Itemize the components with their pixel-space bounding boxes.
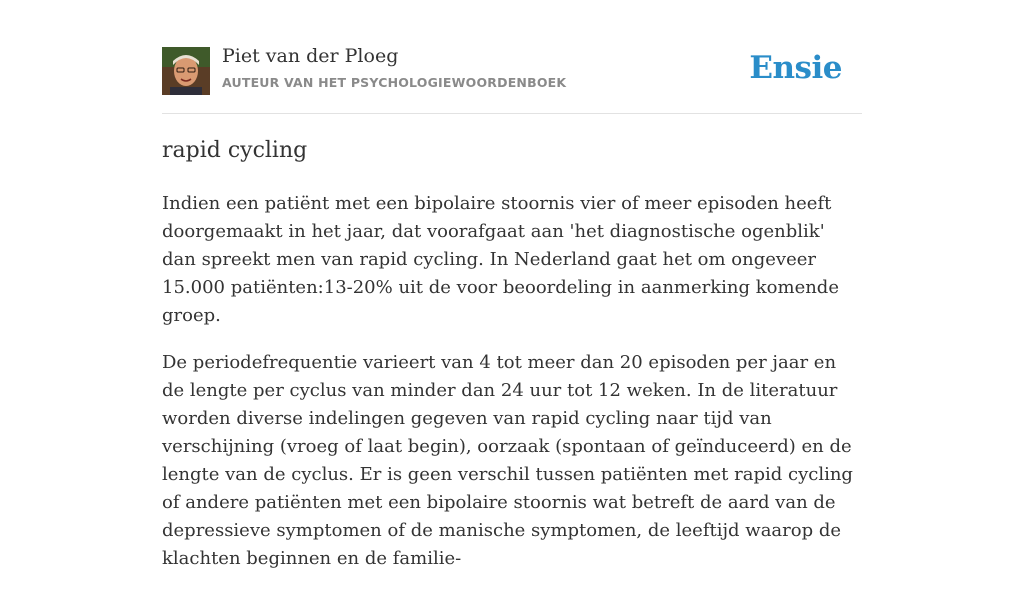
avatar-portrait-icon: [162, 47, 210, 95]
ensie-logo[interactable]: Ensie: [749, 50, 842, 86]
author-header: [162, 0, 862, 114]
author-avatar[interactable]: [162, 47, 210, 95]
content-column: [162, 0, 862, 569]
author-role: AUTEUR VAN HET PSYCHOLOGIEWOORDENBOEK: [222, 75, 567, 90]
article-body: [162, 190, 862, 592]
author-name[interactable]: Piet van der Ploeg: [222, 45, 399, 67]
article-title: rapid cycling: [162, 138, 308, 163]
article-paragraph: Indien een patiënt met een bipolaire stoornis vier of meer episoden heeft doorgemaakt in het jaar, dat voorafgaat aan 'het diagnostische ogenblik' dan spreekt men van rapid cycling. In Nederland gaat het om ongeveer 15.000 patiënten:13-20% uit de voor beoordeling in aanmerking komende groep.: [162, 193, 839, 326]
article-paragraph: De periodefrequentie varieert van 4 tot meer dan 20 episoden per jaar en de lengte per cyclus van minder dan 24 uur tot 12 weken. In de literatuur worden diverse indelingen gegeven van rapid cycling naar tijd van verschijning (vroeg of laat begin), oorzaak (spontaan of geïnduceerd) en de lengte van de cyclus. Er is geen verschil tussen patiënten met rapid cycling of andere patiënten met een bipolaire stoornis wat betreft de aard van de depressieve symptomen of de manische symptomen, de leeftijd waarop de klachten beginnen en de familie-: [162, 352, 853, 569]
